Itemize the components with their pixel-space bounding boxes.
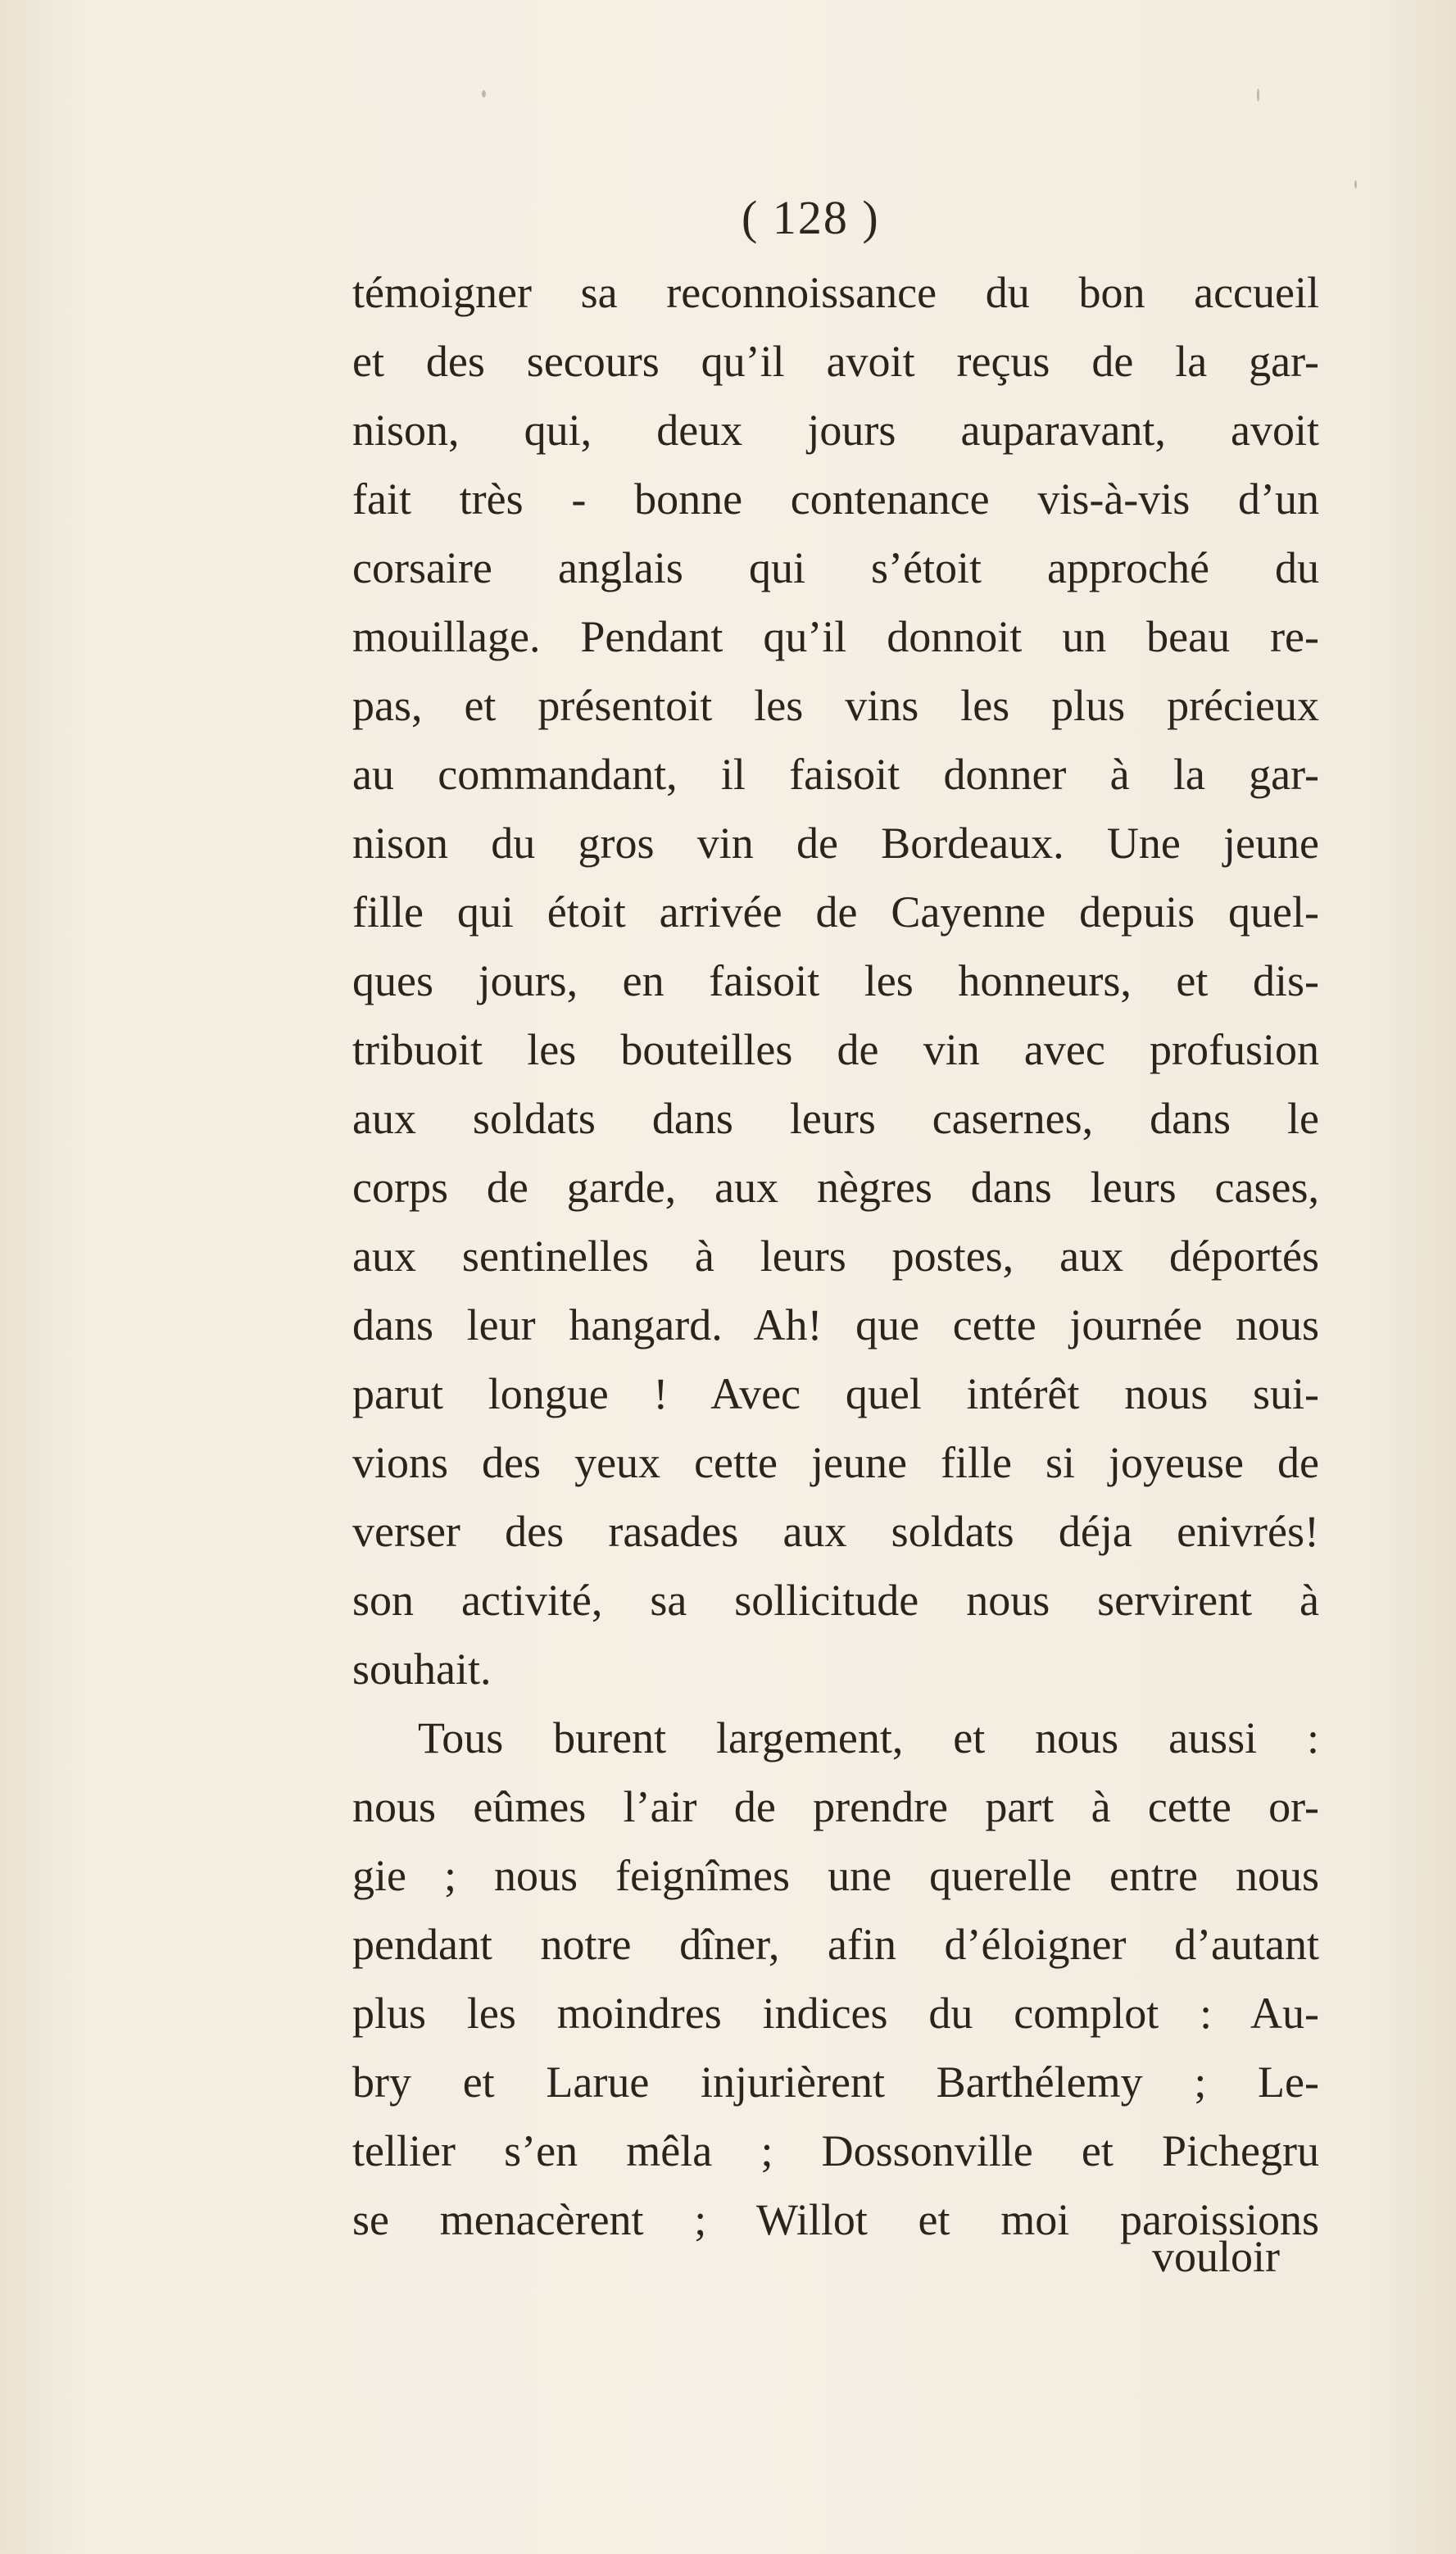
text-line: gie ; nous feignîmes une querelle entre nous [352,1851,1319,1900]
text-line: ques jours, en faisoit les honneurs, et dis- [352,956,1319,1005]
text-line: se menacèrent ; Willot et moi paroissions [352,2195,1319,2244]
text-line: corsaire anglais qui s’étoit approché du [352,543,1319,592]
text-line: tellier s’en mêla ; Dossonville et Pichegru [352,2126,1319,2175]
text-line: parut longue ! Avec quel intérêt nous sui- [352,1369,1319,1418]
text-line: aux soldats dans leurs casernes, dans le [352,1094,1319,1143]
text-line: au commandant, il faisoit donner à la gar- [352,750,1319,799]
text-line: dans leur hangard. Ah! que cette journée nous [352,1300,1319,1350]
paper-speck [1257,88,1259,102]
paper-speck [1354,180,1357,188]
text-line: aux sentinelles à leurs postes, aux déportés [352,1232,1319,1281]
text-line: corps de garde, aux nègres dans leurs cases, [352,1163,1319,1212]
catchword: vouloir [1152,2232,1280,2281]
paper-speck [482,90,486,98]
text-line: fait très - bonne contenance vis-à-vis d’un [352,474,1319,524]
text-line: tribuoit les bouteilles de vin avec profusion [352,1025,1319,1074]
text-line: pas, et présentoit les vins les plus précieux [352,681,1319,730]
text-line: vions des yeux cette jeune fille si joyeuse de [352,1438,1319,1487]
text-line: pendant notre dîner, afin d’éloigner d’autant [352,1920,1319,1969]
text-line: nison du gros vin de Bordeaux. Une jeune [352,819,1319,868]
paragraph-start-line: Tous burent largement, et nous aussi : [418,1713,1319,1762]
text-line: nous eûmes l’air de prendre part à cette or- [352,1782,1319,1831]
page-number: ( 128 ) [742,191,880,244]
text-line: souhait. [352,1644,492,1694]
text-line: son activité, sa sollicitude nous servirent à [352,1576,1319,1625]
text-line: plus les moindres indices du complot : Au- [352,1989,1319,2038]
text-line: fille qui étoit arrivée de Cayenne depuis quel- [352,887,1319,937]
text-line: verser des rasades aux soldats déja enivrés! [352,1507,1319,1556]
text-line: bry et Larue injurièrent Barthélemy ; Le- [352,2057,1319,2107]
text-line: mouillage. Pendant qu’il donnoit un beau re- [352,612,1319,661]
text-line: témoigner sa reconnoissance du bon accueil [352,268,1319,317]
text-line: nison, qui, deux jours auparavant, avoit [352,406,1319,455]
text-line: et des secours qu’il avoit reçus de la gar- [352,337,1319,386]
